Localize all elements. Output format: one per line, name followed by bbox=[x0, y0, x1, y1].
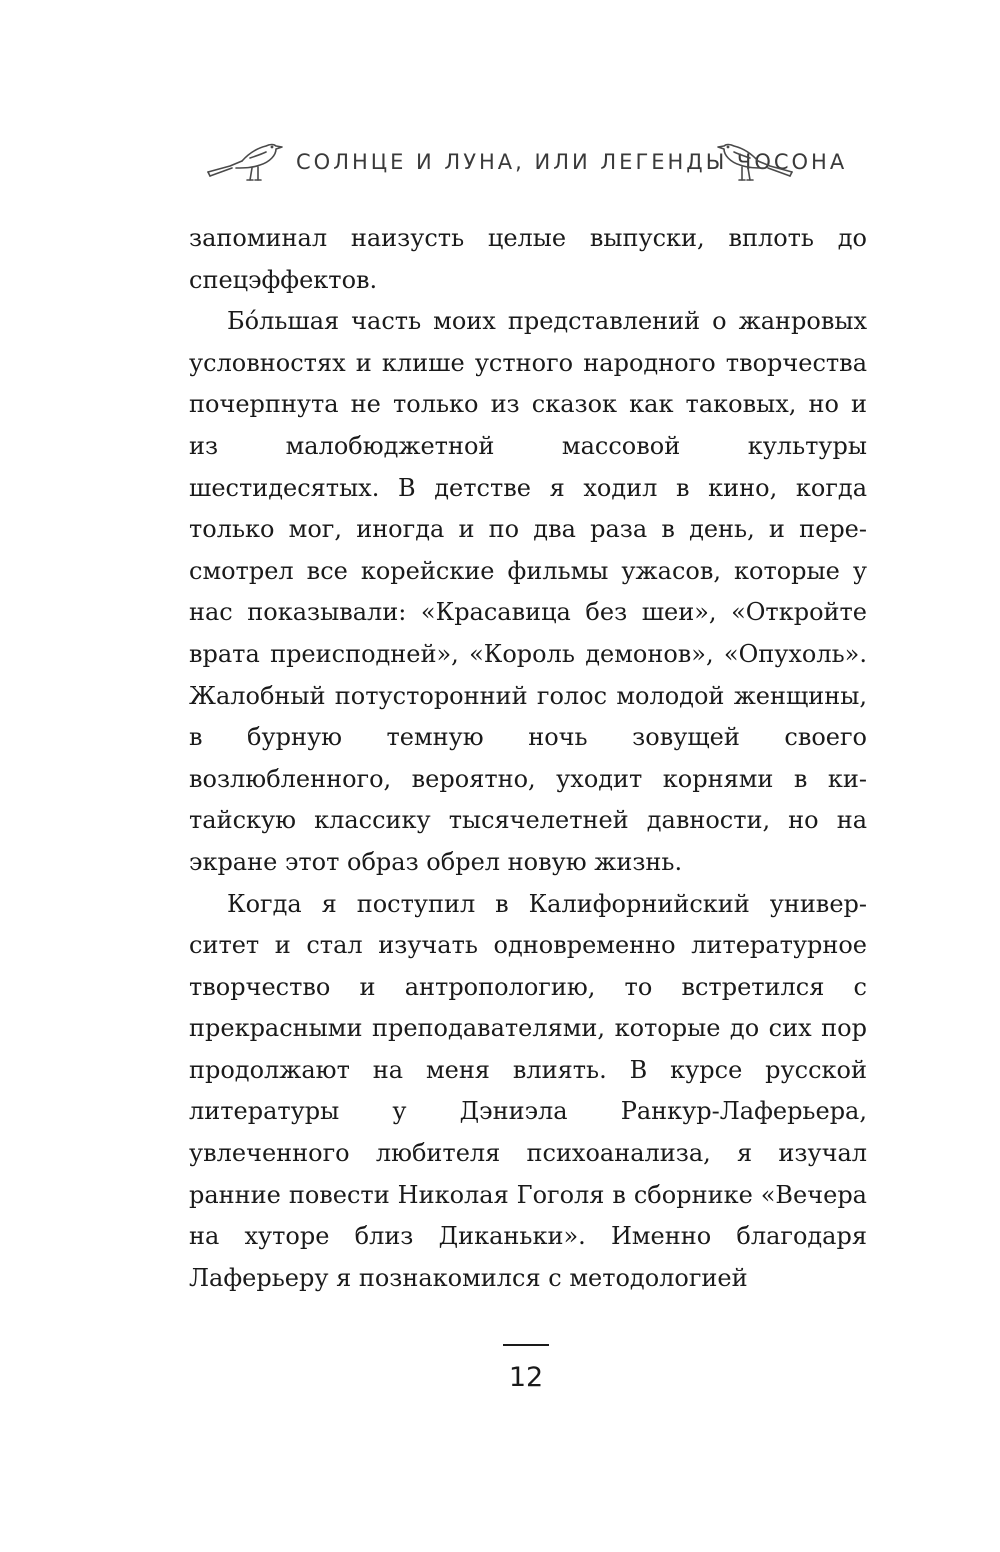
magpie-bird-icon bbox=[200, 128, 290, 190]
magpie-bird-icon bbox=[710, 128, 800, 190]
page-number: 12 bbox=[508, 1362, 544, 1393]
page-number-rule bbox=[503, 1344, 549, 1346]
body-text bbox=[189, 218, 867, 1299]
paragraph: Бóльшая часть моих представлений о жанровых условностях и клише устного народного творчества почерпнута не только из сказок как таковых, но и из малобюджетной массовой культуры шестидесятых. В детстве я ходил в кино, когда только мог, иногда и по два раза в день, и пересмотрел все корейские фильмы ужасов, которые у нас показывали: «Красавица без шеи», «Откройте врата преисподней», «Король демонов», «Опухоль». Жалобный потусторонний голос молодой женщины, в бурную темную ночь зовущей своего возлюбленного, вероятно, уходит корнями в китайскую классику тысячелетней давности, но на экране этот образ обрел новую жизнь. bbox=[189, 307, 867, 876]
paragraph: Когда я поступил в Калифорнийский университет и стал изучать одновременно литературное творчество и антропологию, то встретился с прекрасными преподавателями, которые до сих пор продолжают на меня влиять. В курсе русской литературы у Дэниэла Ранкур-Лаферьера, увлеченного любителя психоанализа, я изучал ранние повести Николая Гоголя в сборнике «Вечера на хуторе близ Диканьки». Именно благодаря Лаферьеру я познакомился с методологией bbox=[189, 889, 867, 1292]
running-title: СОЛНЦЕ И ЛУНА, ИЛИ ЛЕГЕНДЫ ЧОСОНА bbox=[296, 150, 848, 174]
running-header bbox=[200, 128, 848, 190]
paragraph-continued: запоминал наизусть целые выпуски, вплоть до спецэффектов. bbox=[189, 224, 867, 294]
